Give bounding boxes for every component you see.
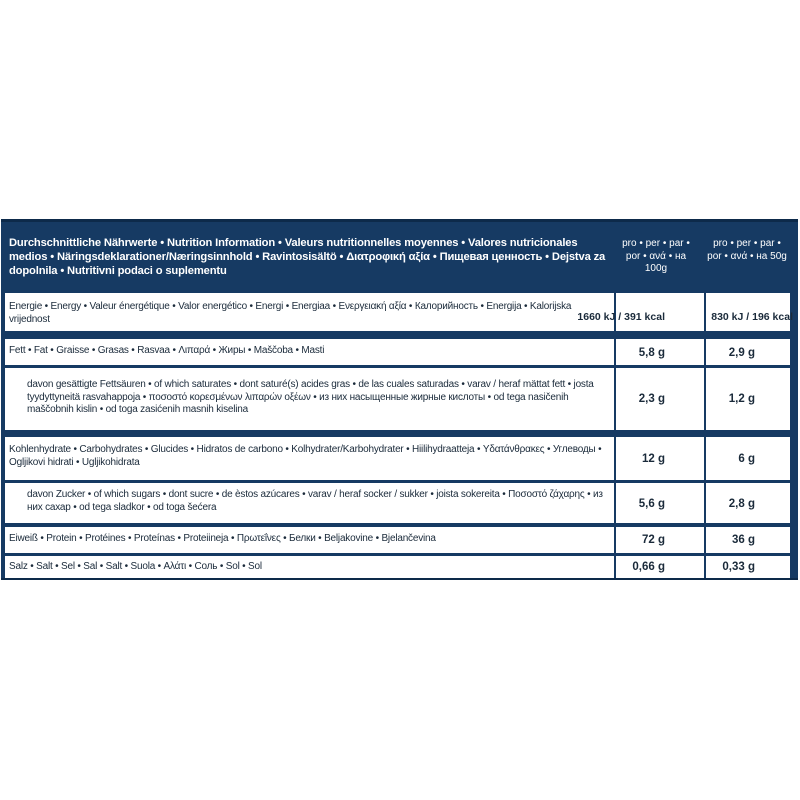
table-row	[5, 527, 790, 553]
value-per-50g: 2,8 g	[728, 498, 755, 510]
table-row	[5, 293, 793, 331]
row-label: Eiweiß • Protein • Protéines • Proteínas • Proteiineja • Πρωτεΐνες • Белки • Beljakovine • Bjelančevina	[9, 533, 436, 544]
value-per-100g: 0,66 g	[632, 561, 665, 573]
label-header	[1, 222, 798, 289]
value-per-100g: 1660 kJ / 391 kcal	[577, 311, 665, 323]
value-per-100g: 72 g	[641, 534, 665, 546]
value-per-100g: 5,6 g	[638, 498, 665, 510]
row-label: Energie • Energy • Valeur énergétique • Valor energético • Energi • Energiaa • Ενεργειακή αξία • Калорийность • Energija • Kalorijska vrijednost	[9, 301, 572, 325]
value-per-100g: 5,8 g	[638, 347, 665, 359]
table-row	[5, 437, 790, 480]
table-row	[5, 368, 790, 430]
row-label: davon Zucker • of which sugars • dont sucre • de èstos azúcares • varav / heraf socker / sukker • joista sokereita • Ποσοστό ζάχαρης • из них сахар • od tega sladkor • od toga šećera	[27, 489, 603, 513]
row-label: Salz • Salt • Sel • Sal • Salt • Suola • Αλάτι • Соль • Sol • Sol	[9, 561, 262, 572]
value-per-50g: 36 g	[731, 534, 755, 546]
nutrition-label	[1, 219, 798, 580]
header-title: Durchschnittliche Nährwerte • Nutrition Information • Valeurs nutritionnelles moyennes • Valores nutricionales medios • Näringsdeklarationer/Næringsinnhold • Ravintosisältö • Διατροφική αξία • Пищевая ценность • Dejstva za dopolnila • Nutritivni podaci o suplementu	[9, 237, 606, 277]
table-row	[5, 483, 790, 523]
value-per-50g: 830 kJ / 196 kcal	[711, 311, 793, 323]
value-per-100g: 2,3 g	[638, 393, 665, 405]
row-label: Fett • Fat • Graisse • Grasas • Rasvaa • Λιπαρά • Жиры • Maščoba • Masti	[9, 345, 325, 356]
value-per-50g: 2,9 g	[728, 347, 755, 359]
value-per-50g: 6 g	[738, 453, 755, 465]
value-per-100g: 12 g	[641, 453, 665, 465]
table-row	[5, 339, 790, 365]
table-row	[5, 556, 790, 578]
row-label: Kohlenhydrate • Carbohydrates • Glucides • Hidratos de carbono • Kolhydrater/Karbohydrater • Hiilihydraatteja • Υδατάνθρακες • Углеводы • Ogljikovi hidrati • Ugljikohidrata	[9, 444, 602, 468]
column-header-50g: pro • per • par • por • ανά • на 50g	[707, 238, 787, 262]
row-label: davon gesättigte Fettsäuren • of which saturates • dont saturé(s) acides gras • de las cuales saturadas • varav / heraf mättat fett • josta tyydyttyneitä rasvahappoja • ποσοστό κορεσμένων λιπαρών οξέων • из них насыщенные жирные кислоты • od tega nasičenih maščobnih kislin • od toga zasićenih masnih kiselina	[27, 379, 594, 415]
column-header-100g: pro • per • par • por • ανά • на 100g	[622, 238, 690, 274]
value-per-50g: 0,33 g	[722, 561, 755, 573]
value-per-50g: 1,2 g	[728, 393, 755, 405]
